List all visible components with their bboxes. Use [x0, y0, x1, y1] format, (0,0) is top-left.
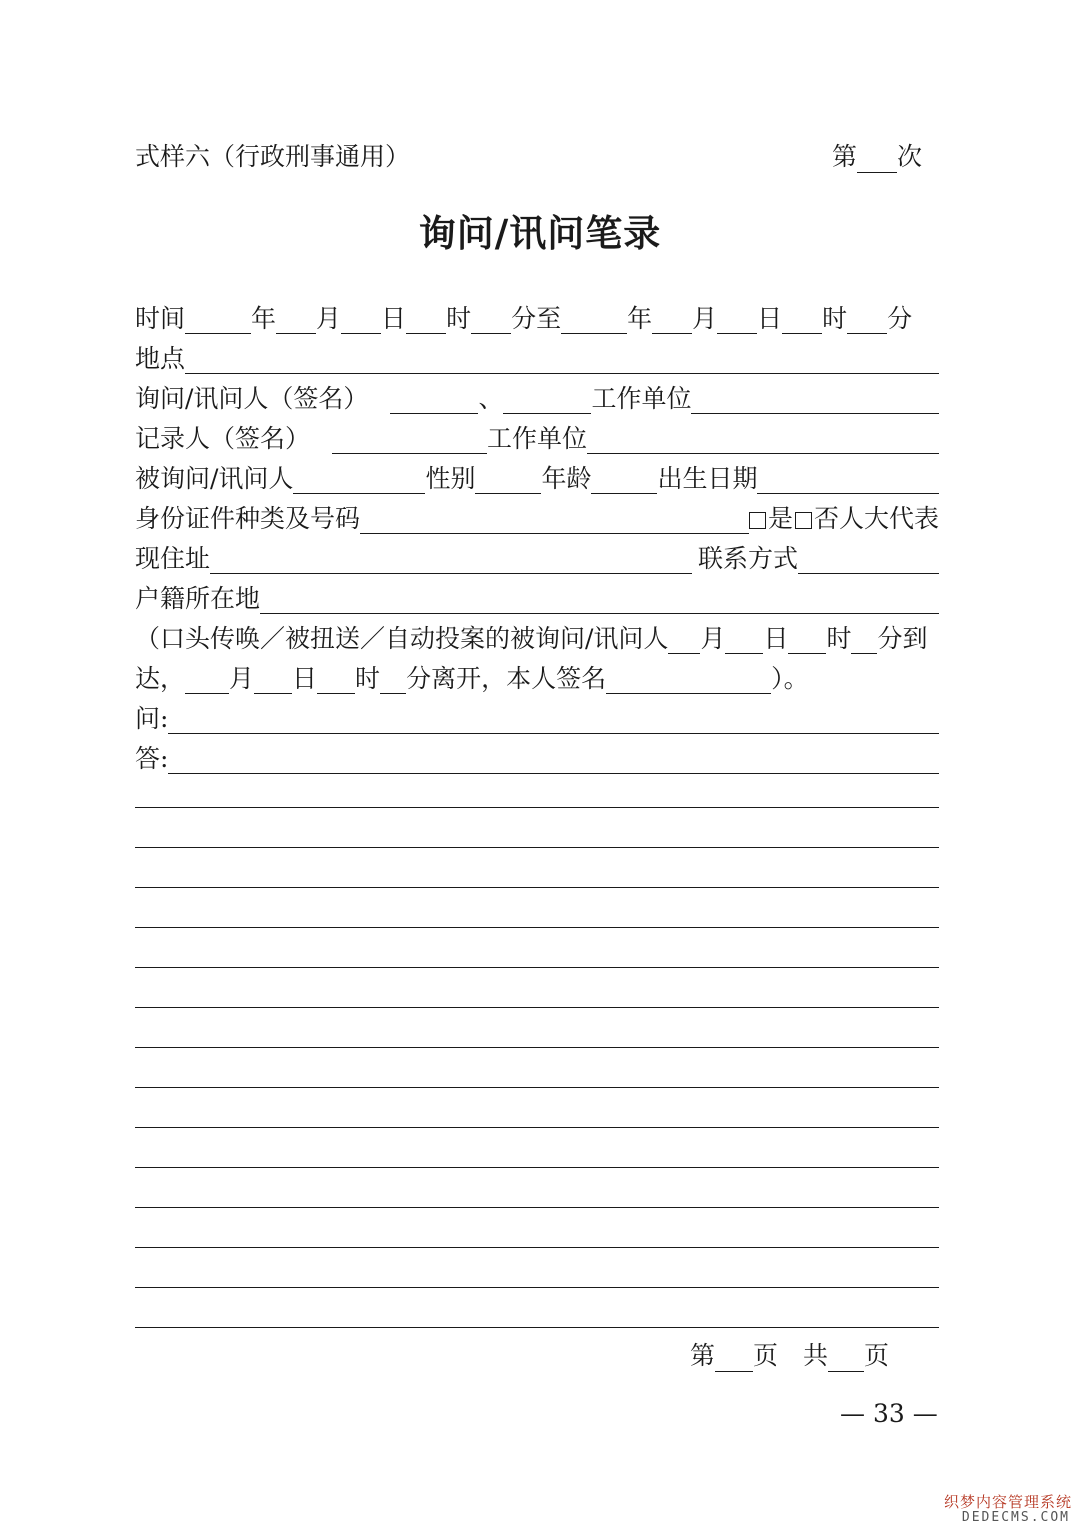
answer-row [135, 738, 939, 774]
birth-date-field[interactable] [757, 464, 939, 494]
interviewer-unit-field[interactable] [691, 384, 939, 414]
time-label: 时间 [135, 304, 186, 333]
writing-line[interactable] [135, 1047, 939, 1048]
page-title: 询问/讯问笔录 [418, 211, 662, 255]
start-day-field[interactable] [341, 304, 381, 334]
writing-line[interactable] [135, 1167, 939, 1168]
end-month-field[interactable] [652, 304, 692, 334]
leave-minute-field[interactable] [380, 664, 406, 694]
page-number: — 33 — [840, 1399, 938, 1428]
writing-line[interactable] [135, 1287, 939, 1288]
end-year-unit: 年 [627, 304, 653, 333]
place-label: 地点 [135, 344, 186, 373]
recorder-label: 记录人（签名） [135, 424, 311, 453]
leave-month-unit: 月 [229, 664, 255, 693]
yes-label: 是 [767, 504, 793, 533]
start-minute-unit: 分 [511, 304, 537, 333]
arrival-hour-unit: 时 [826, 624, 852, 653]
npc-options [749, 504, 939, 534]
page-current-field[interactable] [715, 1345, 753, 1372]
start-day-unit: 日 [381, 304, 407, 333]
interviewer-unit-label: 工作单位 [591, 384, 692, 413]
end-day-unit: 日 [757, 304, 783, 333]
address-label: 现住址 [135, 544, 211, 573]
id-row [135, 498, 939, 534]
place-field[interactable] [185, 344, 939, 374]
interviewer-row [135, 378, 939, 414]
arrival-day-unit: 日 [763, 624, 789, 653]
writing-line[interactable] [135, 1327, 939, 1328]
writing-line[interactable] [135, 1207, 939, 1208]
recorder-sign-field[interactable] [332, 424, 487, 454]
arrival-minute-field[interactable] [851, 624, 877, 654]
session-count-suffix: 次 [897, 142, 923, 171]
place-row [135, 338, 939, 374]
id-label: 身份证件种类及号码 [135, 504, 361, 533]
gender-field[interactable] [475, 464, 541, 494]
leave-day-unit: 日 [292, 664, 318, 693]
time-row [135, 298, 939, 334]
start-hour-field[interactable] [406, 304, 446, 334]
id-number-field[interactable] [360, 504, 749, 534]
writing-line[interactable] [135, 1087, 939, 1088]
question-row [135, 698, 939, 734]
end-month-unit: 月 [692, 304, 718, 333]
arrival-prefix: （口头传唤／被扭送／自动投案的被询问/讯问人 [135, 624, 669, 653]
page-total-field[interactable] [828, 1345, 864, 1372]
age-field[interactable] [591, 464, 657, 494]
page-count-prefix: 第 [690, 1341, 716, 1370]
session-count [832, 141, 922, 173]
writing-line[interactable] [135, 927, 939, 928]
subject-name-field[interactable] [293, 464, 425, 494]
yes-checkbox[interactable] [749, 512, 766, 529]
writing-line[interactable] [135, 847, 939, 848]
leave-text: 分离开，本人签名 [406, 664, 607, 693]
start-year-unit: 年 [251, 304, 277, 333]
writing-line[interactable] [135, 807, 939, 808]
address-field[interactable] [210, 544, 692, 574]
question-field[interactable] [168, 704, 939, 734]
session-count-prefix: 第 [832, 142, 858, 171]
recorder-unit-label: 工作单位 [487, 424, 588, 453]
self-sign-field[interactable] [606, 664, 771, 694]
interviewer-sign-field-2[interactable] [503, 384, 591, 414]
subject-row [135, 458, 939, 494]
household-label: 户籍所在地 [135, 584, 261, 613]
start-month-field[interactable] [276, 304, 316, 334]
writing-line[interactable] [135, 967, 939, 968]
watermark-logo-text: 织梦内容管理系统 [943, 1493, 1072, 1511]
interviewer-sign-field-1[interactable] [390, 384, 478, 414]
leave-hour-unit: 时 [355, 664, 381, 693]
watermark-site-text: DEDECMS.COM [961, 1510, 1070, 1525]
end-hour-field[interactable] [782, 304, 822, 334]
recorder-unit-field[interactable] [587, 424, 939, 454]
writing-line[interactable] [135, 1247, 939, 1248]
arrival-row-1 [135, 618, 939, 654]
arrival-day-field[interactable] [725, 624, 763, 654]
page-count [690, 1340, 889, 1372]
arrival-hour-field[interactable] [788, 624, 826, 654]
writing-line[interactable] [135, 887, 939, 888]
arrival-close: ）。 [771, 664, 809, 693]
interviewer-label: 询问/讯问人（签名） [135, 384, 369, 413]
leave-month-field[interactable] [185, 664, 229, 694]
question-label: 问: [135, 704, 169, 733]
leave-hour-field[interactable] [317, 664, 355, 694]
page-count-mid: 页 共 [753, 1341, 829, 1370]
end-hour-unit: 时 [822, 304, 848, 333]
contact-field[interactable] [798, 544, 939, 574]
answer-label: 答: [135, 744, 169, 773]
arrival-month-unit: 月 [700, 624, 726, 653]
household-row [135, 578, 939, 614]
no-checkbox[interactable] [795, 512, 812, 529]
arrival-line2-start: 达， [135, 664, 186, 693]
form-style-label: 式样六（行政刑事通用） [135, 142, 411, 171]
recorder-row [135, 418, 939, 454]
start-month-unit: 月 [316, 304, 342, 333]
start-minute-field[interactable] [471, 304, 511, 334]
end-day-field[interactable] [717, 304, 757, 334]
contact-label: 联系方式 [698, 544, 799, 573]
address-row [135, 538, 939, 574]
answer-field[interactable] [168, 744, 939, 774]
birth-date-label: 出生日期 [657, 464, 758, 493]
page-count-suffix: 页 [864, 1341, 890, 1370]
writing-line[interactable] [135, 1127, 939, 1128]
arrival-month-field[interactable] [668, 624, 700, 654]
session-count-field[interactable] [857, 146, 897, 173]
start-year-field[interactable] [185, 304, 251, 334]
time-to-label: 至 [536, 304, 562, 333]
end-minute-field[interactable] [847, 304, 887, 334]
age-label: 年龄 [541, 464, 592, 493]
no-npc-label: 否人大代表 [813, 504, 939, 533]
writing-line[interactable] [135, 1007, 939, 1008]
leave-day-field[interactable] [254, 664, 292, 694]
end-minute-unit: 分 [887, 304, 913, 333]
gender-label: 性别 [425, 464, 476, 493]
arrival-arrive-text: 分到 [877, 624, 928, 653]
end-year-field[interactable] [561, 304, 627, 334]
interviewer-separator: 、 [478, 384, 504, 413]
start-hour-unit: 时 [446, 304, 472, 333]
arrival-row-2 [135, 658, 939, 694]
household-field[interactable] [260, 584, 939, 614]
subject-label: 被询问/讯问人 [135, 464, 294, 493]
